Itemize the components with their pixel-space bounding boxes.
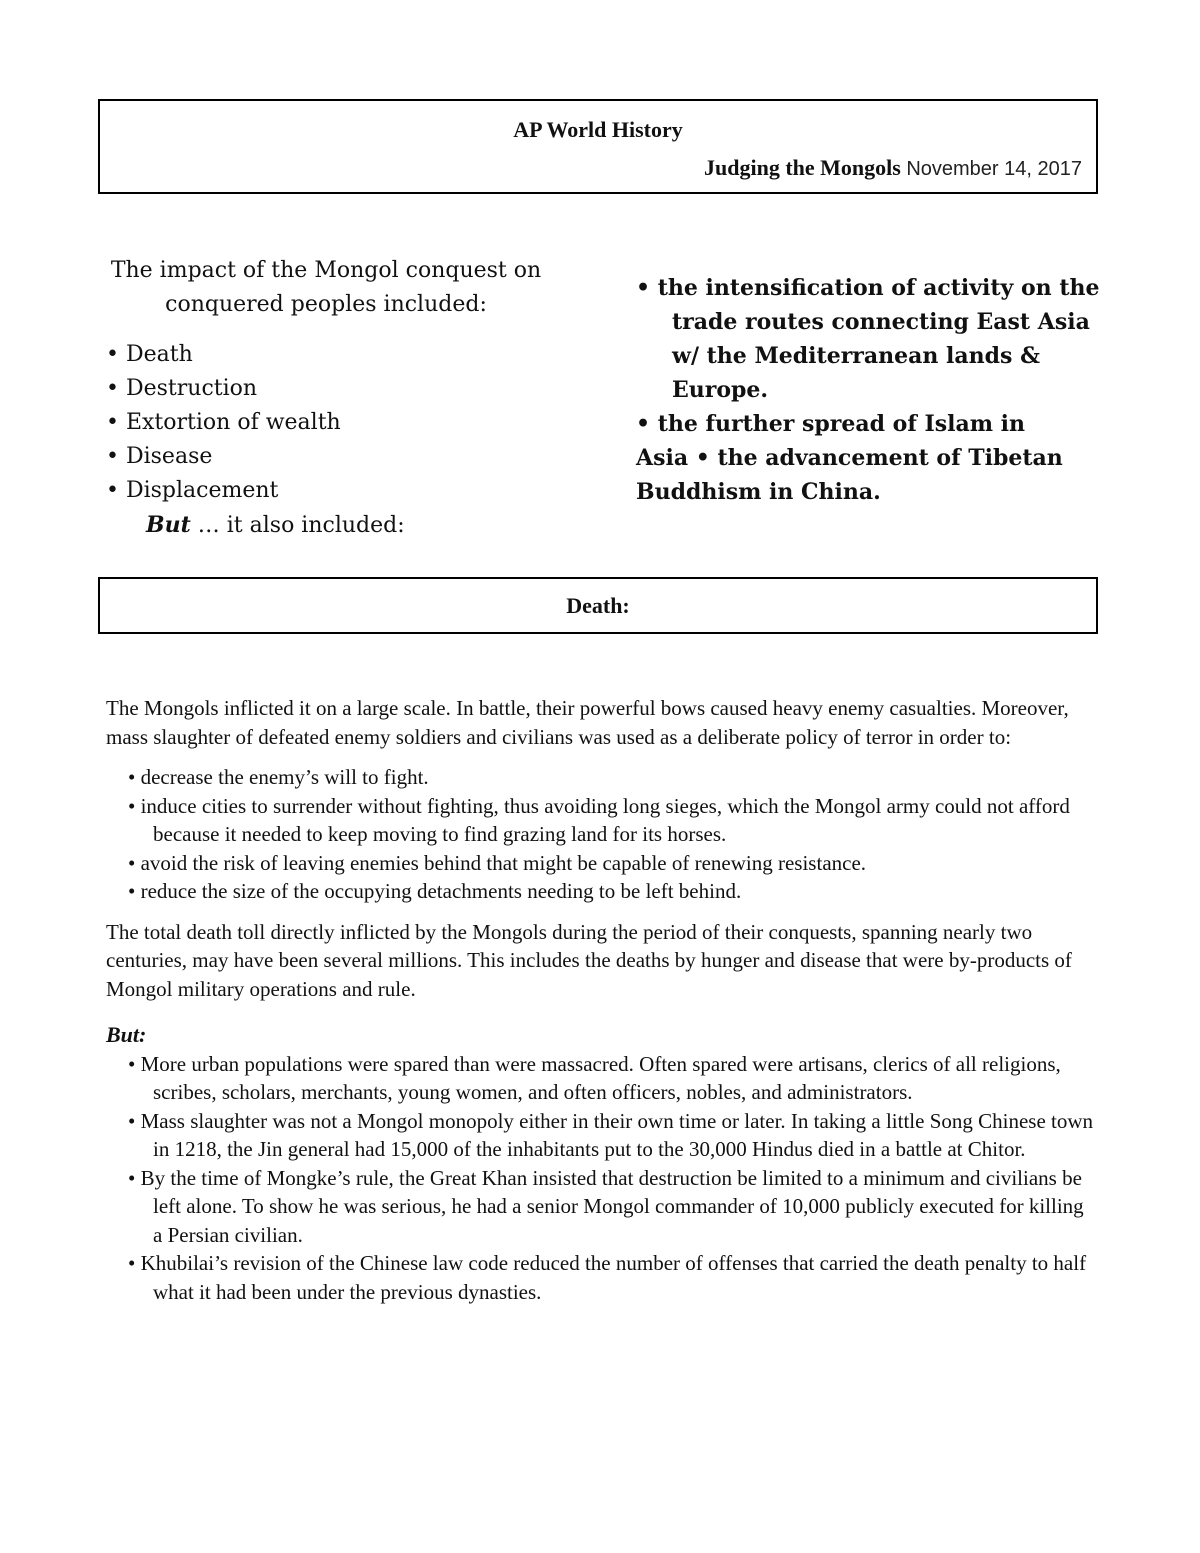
impact-item: • Displacement (106, 478, 279, 503)
impact-intro (106, 254, 546, 322)
impact-right-column (636, 271, 1106, 509)
impact-left-column (106, 254, 566, 543)
but-item: • More urban populations were spared than were massacred. Often spared were artisans, clerics of all religions, scribes, scholars, merchants, young women, and often officers, nobles, and administrators. (128, 1051, 1061, 1104)
impact-list (106, 338, 566, 508)
but-heading: But: (106, 1022, 147, 1047)
death-reason: • induce cities to surrender without fighting, thus avoiding long sieges, which the Mongol army could not afford because it needed to keep moving to find grazing land for its horses. (128, 793, 1070, 846)
but-list (128, 1050, 1096, 1307)
death-reason: • decrease the enemy’s will to fight. (128, 765, 429, 789)
death-reason: • avoid the risk of leaving enemies behind that might be capable of renewing resistance. (128, 850, 867, 875)
lesson-title: Judging the Mongols (704, 155, 901, 180)
impact-item: • Extortion of wealth (106, 410, 341, 435)
impact-trade-routes: • the intensification of activity on the trade routes connecting East Asia w/ the Mediterranean lands & Europe. (636, 275, 1100, 403)
lesson-date: November 14, 2017 (906, 158, 1082, 180)
impact-but-rest: … it also included: (190, 513, 405, 538)
impact-intro-line1: The impact of the Mongol conquest on (110, 258, 542, 283)
death-heading-box (98, 577, 1098, 634)
impact-item: • Disease (106, 444, 213, 469)
lesson-subtitle (704, 155, 1082, 181)
but-item: • Mass slaughter was not a Mongol monopoly either in their own time or later. In taking a little Song Chinese town in 1218, the Jin general had 15,000 of the inhabitants put to the 30,000 Hindus died in a battle at Chitor. (128, 1108, 1094, 1161)
impact-but-line (106, 508, 566, 543)
course-title: AP World History (513, 117, 683, 142)
but-item: • Khubilai’s revision of the Chinese law code reduced the number of offenses that carried the death penalty to half what it had been under the previous dynasties. (128, 1251, 1087, 1304)
death-heading: Death: (566, 593, 630, 618)
header-box (98, 99, 1098, 194)
death-intro: The Mongols inflicted it on a large scale. In battle, their powerful bows caused heavy enemy casualties. Moreover, mass slaughter of defeated enemy soldiers and civilians was used as a deliberate policy of terror in order to: (106, 696, 1069, 749)
death-toll: The total death toll directly inflicted by the Mongols during the period of their conquests, spanning nearly two centuries, may have been several millions. This includes the deaths by hunger and disease that were by-products of Mongol military operations and rule. (106, 919, 1072, 1001)
but-item: • By the time of Mongke’s rule, the Great Khan insisted that destruction be limited to a minimum and civilians be left alone. To show he was serious, he had a senior Mongol commander of 10,000 publicly executed for killing a Persian civilian. (128, 1165, 1084, 1247)
death-body (106, 694, 1096, 1318)
impact-intro-line2: conquered peoples included: (165, 292, 487, 317)
impact-islam-buddhism: • the further spread of Islam in Asia • the advancement of Tibetan Buddhism in China. (636, 411, 1063, 505)
death-reasons-list (128, 763, 1096, 906)
death-reason: • reduce the size of the occupying detachments needing to be left behind. (128, 879, 742, 903)
impact-but-word: But (146, 512, 191, 538)
impact-item: • Death (106, 342, 193, 367)
impact-item: • Destruction (106, 376, 258, 401)
